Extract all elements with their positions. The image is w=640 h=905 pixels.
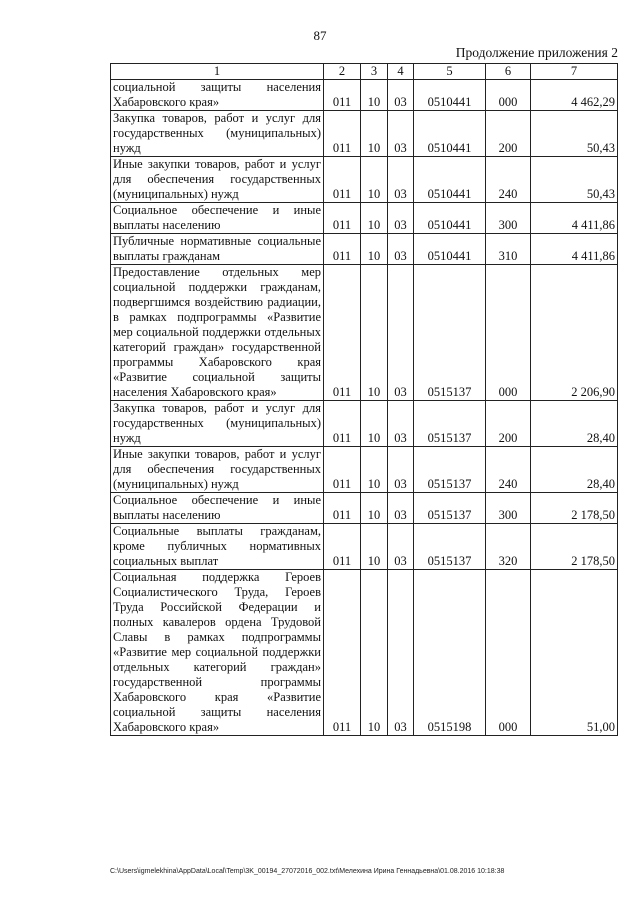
row-code-6: 240 (486, 157, 531, 203)
row-description: Социальные выплаты гражданам, кроме публичных нормативных социальных выплат (111, 524, 324, 570)
row-code-3: 10 (361, 524, 388, 570)
row-code-5: 0515137 (414, 265, 486, 401)
row-description: Иные закупки товаров, работ и услуг для обеспечения государственных (муниципальных) нужд (111, 157, 324, 203)
row-code-3: 10 (361, 80, 388, 111)
row-code-5: 0510441 (414, 157, 486, 203)
table-row (111, 401, 618, 447)
table-row (111, 157, 618, 203)
row-description: Закупка товаров, работ и услуг для государственных (муниципальных) нужд (111, 401, 324, 447)
table-header-row (111, 64, 618, 80)
row-code-4: 03 (388, 570, 414, 736)
row-code-2: 011 (324, 234, 361, 265)
table-row (111, 265, 618, 401)
row-amount: 28,40 (531, 447, 618, 493)
row-code-2: 011 (324, 265, 361, 401)
row-code-3: 10 (361, 493, 388, 524)
row-code-5: 0510441 (414, 234, 486, 265)
row-code-4: 03 (388, 524, 414, 570)
row-code-5: 0515198 (414, 570, 486, 736)
row-code-2: 011 (324, 524, 361, 570)
row-code-2: 011 (324, 401, 361, 447)
row-code-4: 03 (388, 401, 414, 447)
row-amount: 2 206,90 (531, 265, 618, 401)
row-code-2: 011 (324, 157, 361, 203)
row-code-4: 03 (388, 111, 414, 157)
row-code-6: 320 (486, 524, 531, 570)
row-description: Закупка товаров, работ и услуг для государственных (муниципальных) нужд (111, 111, 324, 157)
col-header-3: 3 (361, 64, 388, 80)
row-description: Публичные нормативные социальные выплаты гражданам (111, 234, 324, 265)
row-code-6: 000 (486, 265, 531, 401)
row-code-2: 011 (324, 203, 361, 234)
col-header-7: 7 (531, 64, 618, 80)
table-row (111, 203, 618, 234)
row-code-4: 03 (388, 265, 414, 401)
row-code-2: 011 (324, 80, 361, 111)
row-code-4: 03 (388, 157, 414, 203)
row-code-3: 10 (361, 203, 388, 234)
col-header-5: 5 (414, 64, 486, 80)
page-number: 87 (313, 28, 327, 43)
col-header-1: 1 (111, 64, 324, 80)
col-header-4: 4 (388, 64, 414, 80)
row-code-6: 000 (486, 80, 531, 111)
row-code-3: 10 (361, 570, 388, 736)
table-row (111, 493, 618, 524)
row-code-3: 10 (361, 111, 388, 157)
row-amount: 28,40 (531, 401, 618, 447)
row-amount: 2 178,50 (531, 524, 618, 570)
table-row (111, 111, 618, 157)
row-amount: 4 411,86 (531, 234, 618, 265)
table-row (111, 524, 618, 570)
row-description: Иные закупки товаров, работ и услуг для обеспечения государственных (муниципальных) нужд (111, 447, 324, 493)
row-code-4: 03 (388, 493, 414, 524)
row-code-5: 0515137 (414, 447, 486, 493)
table-row (111, 234, 618, 265)
row-description: Социальное обеспечение и иные выплаты населению (111, 203, 324, 234)
row-code-5: 0510441 (414, 111, 486, 157)
row-amount: 2 178,50 (531, 493, 618, 524)
row-code-6: 200 (486, 111, 531, 157)
row-amount: 4 462,29 (531, 80, 618, 111)
row-code-2: 011 (324, 493, 361, 524)
row-code-5: 0510441 (414, 203, 486, 234)
row-description: социальной защиты населения Хабаровского края» (111, 80, 324, 111)
row-code-6: 200 (486, 401, 531, 447)
row-code-6: 000 (486, 570, 531, 736)
table-row (111, 80, 618, 111)
row-code-5: 0510441 (414, 80, 486, 111)
col-header-2: 2 (324, 64, 361, 80)
row-code-6: 310 (486, 234, 531, 265)
row-code-3: 10 (361, 157, 388, 203)
row-description: Социальная поддержка Героев Социалистического Труда, Героев Труда Российской Федерации и полных кавалеров ордена Трудовой Славы в рамках подпрограммы «Развитие мер социальной поддержки отдельных категорий граждан» государственной программы Хабаровского края «Развитие социальной защиты населения Хабаровского края» (111, 570, 324, 736)
col-header-6: 6 (486, 64, 531, 80)
row-code-3: 10 (361, 265, 388, 401)
row-amount: 51,00 (531, 570, 618, 736)
row-code-4: 03 (388, 234, 414, 265)
row-code-3: 10 (361, 401, 388, 447)
appendix-caption: Продолжение приложения 2 (455, 45, 618, 60)
row-code-2: 011 (324, 447, 361, 493)
row-code-6: 240 (486, 447, 531, 493)
row-code-3: 10 (361, 234, 388, 265)
row-amount: 50,43 (531, 157, 618, 203)
row-code-2: 011 (324, 570, 361, 736)
file-path-footer: C:\Users\igmelekhina\AppData\Local\Temp\3K_00194_27072016_002.txt\Мелехина Ирина Геннадьевна\01.08.2016 10:18:38 (110, 868, 505, 875)
row-code-4: 03 (388, 447, 414, 493)
table-row (111, 570, 618, 736)
budget-table (110, 63, 618, 736)
row-amount: 4 411,86 (531, 203, 618, 234)
row-code-4: 03 (388, 203, 414, 234)
row-amount: 50,43 (531, 111, 618, 157)
row-code-5: 0515137 (414, 401, 486, 447)
row-description: Социальное обеспечение и иные выплаты населению (111, 493, 324, 524)
row-code-6: 300 (486, 493, 531, 524)
table-row (111, 447, 618, 493)
row-description: Предоставление отдельных мер социальной поддержки гражданам, подвергшимся воздействию радиации, в рамках подпрограммы «Развитие мер социальной поддержки отдельных категорий граждан» государственной программы Хабаровского края «Развитие социальной защиты населения Хабаровского края» (111, 265, 324, 401)
row-code-3: 10 (361, 447, 388, 493)
row-code-4: 03 (388, 80, 414, 111)
row-code-2: 011 (324, 111, 361, 157)
row-code-5: 0515137 (414, 493, 486, 524)
row-code-6: 300 (486, 203, 531, 234)
row-code-5: 0515137 (414, 524, 486, 570)
